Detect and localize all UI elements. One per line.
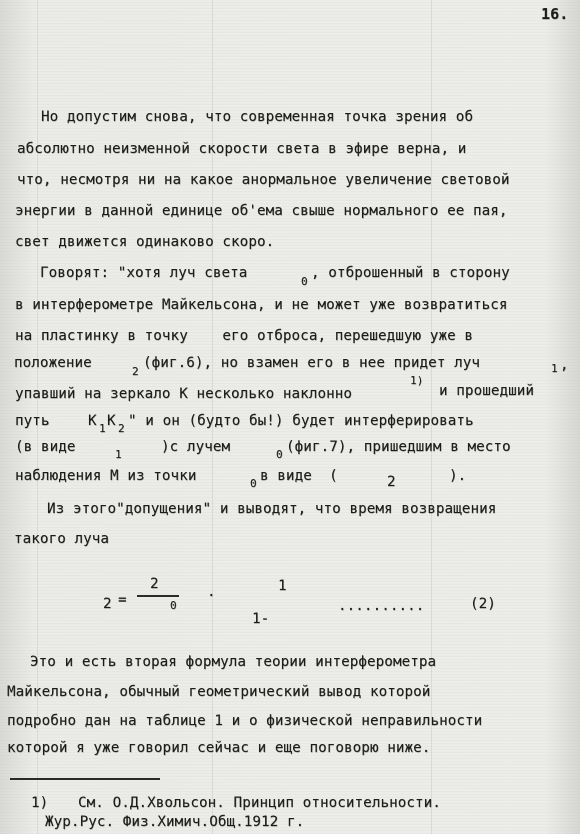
footnote-reference: 1) <box>410 374 424 387</box>
paragraph2-line7-end: (фиг.7), пришедшим в место <box>286 439 511 455</box>
subscript: 2 <box>118 422 125 435</box>
paragraph4-line1: Это и есть вторая формула теории интерферометра <box>30 654 437 670</box>
comma: , <box>560 357 569 373</box>
paragraph2-line1-start: Говорят: "хотя луч света <box>40 265 248 281</box>
footnote-marker: 1) <box>31 795 49 811</box>
subscript: 1 <box>115 448 122 461</box>
paragraph2-line5-start: упавший на зеркало К несколько наклонно <box>15 386 353 402</box>
paragraph2-line8-start: наблюдения М из точки <box>15 468 197 484</box>
paragraph3-line2: такого луча <box>14 531 110 547</box>
paragraph2-line3: на пластинку в точку его отброса, перешедшую уже в <box>15 328 474 344</box>
paragraph4-line4: которой я уже говорил сейчас и еще поговорю ниже. <box>7 740 431 756</box>
page-number: 16. <box>541 5 569 23</box>
paragraph2-line1-end: , отброшенный в сторону <box>311 265 510 281</box>
leader-dots: .......... <box>338 598 425 614</box>
subscript: 0 <box>276 448 283 461</box>
paragraph2-line8-end: ). <box>449 468 467 484</box>
subscript: 0 <box>250 477 257 490</box>
k-letter: К <box>107 413 116 429</box>
subscript: 1 <box>551 362 558 375</box>
fraction-bar <box>137 595 179 597</box>
paragraph1-line2: абсолютно неизменной скорости света в эфире верна, и <box>17 141 467 157</box>
paragraph1-line1: Но допустим снова, что современная точка зрения об <box>41 109 474 125</box>
fraction-denominator: 1- <box>252 611 270 627</box>
paragraph2-line4-middle: (фиг.6), но взамен его в нее придет луч <box>143 355 481 371</box>
paragraph4-line2: Майкельсона, обычный геометрический вывод которой <box>7 684 431 700</box>
subscript: 0 <box>301 275 308 288</box>
subscript: 2 <box>387 474 396 490</box>
fraction-numerator: 2 <box>150 576 159 592</box>
paragraph2-line2: в интерферометре Майкельсона, и не может уже возвратиться <box>15 297 508 313</box>
paragraph2-line7-start: (в виде <box>15 439 76 455</box>
footnote-divider <box>10 778 160 780</box>
formula-lhs: 2 <box>103 596 112 612</box>
paragraph1-line3: что, несмотря ни на какое анормальное увеличение световой <box>17 172 510 188</box>
footnote-line1: См. О.Д.Хвольсон. Принцип относительности. <box>78 795 441 811</box>
subscript: 2 <box>132 365 139 378</box>
paragraph2-line8-middle: в виде ( <box>260 468 338 484</box>
fraction-numerator: 1 <box>278 578 287 594</box>
k-letter: К <box>88 413 97 429</box>
equals-sign: = <box>118 592 127 608</box>
paragraph2-line4-start: положение <box>14 355 92 371</box>
paragraph4-line3: подробно дан на таблице 1 и о физической неправильности <box>7 713 483 729</box>
footnote-line2: Жур.Рус. Физ.Химич.Общ.1912 г. <box>45 814 305 830</box>
multiplication-dot: · <box>207 588 216 604</box>
paragraph2-line7-middle: )с лучем <box>161 439 231 455</box>
paragraph1-line5: свет движется одинаково скоро. <box>15 234 275 250</box>
paragraph1-line4: энергии в данной единице об'ема свыше нормального ее пая, <box>15 203 508 219</box>
subscript: 1 <box>99 422 106 435</box>
paragraph3-line1: Из этого"допущения" и выводят, что время возвращения <box>47 501 497 517</box>
paragraph2-line5-end: и прошедший <box>439 383 535 399</box>
equation-number: (2) <box>470 596 496 612</box>
fraction-denominator: 0 <box>170 599 177 612</box>
paragraph2-line6-start: путь <box>15 413 50 429</box>
paragraph2-line6-end: " и он (будто бы!) будет интерферировать <box>128 413 474 429</box>
